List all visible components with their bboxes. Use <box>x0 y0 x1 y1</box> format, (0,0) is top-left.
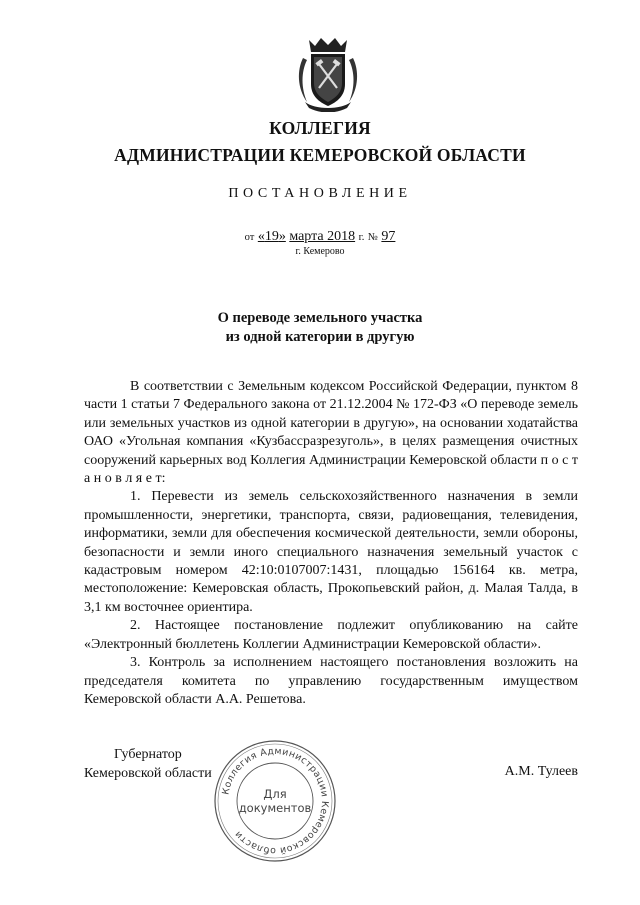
date-line <box>0 229 640 245</box>
stamp-center-line1: Для <box>263 787 287 801</box>
body-item-3: 3. Контроль за исполнением настоящего постановления возложить на председателя комитета по управлению государственным имуществом Кемеровской области А.А. Решетова. <box>84 655 578 707</box>
date-day: 19 <box>264 229 279 244</box>
document-title-line1: О переводе земельного участка <box>217 310 423 326</box>
place-name: г. Кемерово <box>295 246 345 257</box>
date-year-suffix: г. <box>358 232 365 243</box>
document-number: 97 <box>381 229 396 244</box>
signatory-title-line1: Губернатор <box>114 747 182 762</box>
document-title-line2: из одной категории в другую <box>225 329 415 345</box>
round-stamp <box>212 738 338 864</box>
body-item-1: 1. Перевести из земель сельскохозяйственного назначения в земли промышленности, энергетики, транспорта, связи, радиовещания, телевидения, информатики, земли для обеспечения космической деятельности, земли обороны, безопасности и земли иного специального назначения земельный участок с кадастровым номером 42:10:0107007:1431, площадью 156164 кв. метра, местоположение: Кемеровская область, Прокопьевский район, д. Малая Талда, в 3,1 км восточнее ориентира. <box>84 489 578 615</box>
date-prefix: от <box>244 232 255 243</box>
stamp-ring-text: Коллегия Администрации Кемеровской области <box>220 745 331 857</box>
body-paragraph-preamble: В соответствии с Земельным кодексом Российской Федерации, пунктом 8 части 1 статьи 7 Федерального закона от 21.12.2004 № 172-ФЗ «О переводе земель или земельных участков из одной категории в другую», на основании ходатайства ОАО «Угольная компания «Кузбассразрезуголь», в целях размещения очистных сооружений карьерных вод Коллегия Администрации Кемеровской области п о с т а н о в л я е т: <box>84 379 578 487</box>
date-close-quote: » <box>278 229 286 244</box>
date-open-quote: « <box>257 229 265 244</box>
signatory-title-line2: Кемеровской области <box>84 766 212 781</box>
date-month-year: марта 2018 <box>289 229 356 244</box>
org-name-line2: АДМИНИСТРАЦИИ КЕМЕРОВСКОЙ ОБЛАСТИ <box>114 145 526 165</box>
number-label: № <box>367 232 378 243</box>
document-type: ПОСТАНОВЛЕНИЕ <box>228 186 412 201</box>
stamp-center-line2: документов <box>238 801 312 815</box>
org-name-line1: КОЛЛЕГИЯ <box>269 118 371 138</box>
signatory-name: А.М. Тулеев <box>504 764 578 779</box>
coat-of-arms-emblem <box>295 36 361 112</box>
body-item-2: 2. Настоящее постановление подлежит опубликованию на сайте «Электронный бюллетень Коллегии Администрации Кемеровской области». <box>84 618 578 652</box>
document-body <box>84 378 578 709</box>
